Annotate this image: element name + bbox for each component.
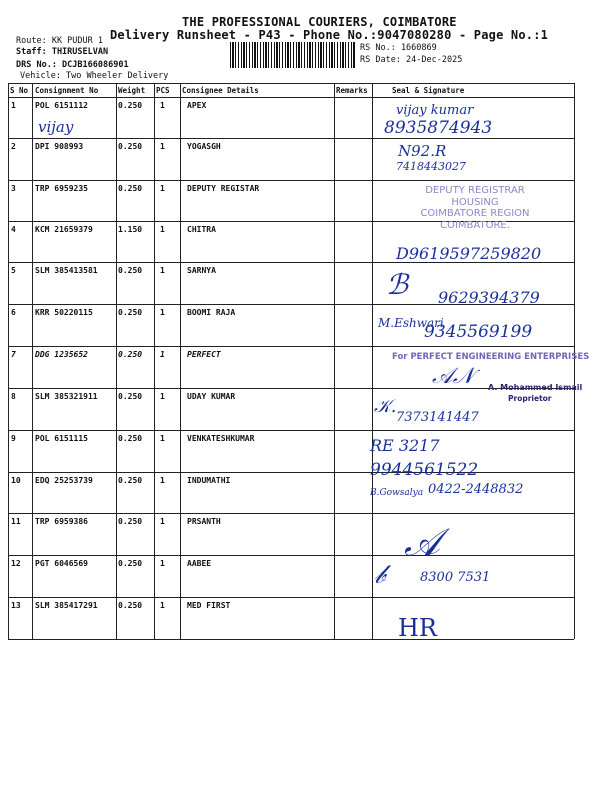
handwritten-name-row6: M.Eshwari xyxy=(378,316,444,330)
cell-consignment: SLM 385417291 xyxy=(35,601,98,610)
phone-row1: 8935874943 xyxy=(384,118,493,138)
col-header-remarks: Remarks xyxy=(336,86,368,95)
cell-weight: 0.250 xyxy=(118,184,143,193)
cell-pcs: 1 xyxy=(160,266,165,275)
cell-weight: 0.250 xyxy=(118,350,143,359)
cell-consignment: EDQ 25253739 xyxy=(35,476,93,485)
cell-sno: 9 xyxy=(11,434,16,443)
cell-consignee: APEX xyxy=(187,101,207,110)
col-header-sno: S No xyxy=(10,86,29,95)
signature-row7: 𝒜𝒩 xyxy=(432,364,474,389)
cell-pcs: 1 xyxy=(160,559,165,568)
cell-consignment: DPI 908993 xyxy=(35,142,84,151)
cell-consignment: SLM 385321911 xyxy=(35,392,98,401)
cell-pcs: 1 xyxy=(160,517,165,526)
cell-consignment: TRP 6959386 xyxy=(35,517,88,526)
phone-row5: 9629394379 xyxy=(438,288,540,307)
col-header-consignee: Consignee Details xyxy=(182,86,259,95)
cell-pcs: 1 xyxy=(160,142,165,151)
cell-weight: 1.150 xyxy=(118,225,143,234)
signature-row9: RE 3217 xyxy=(370,436,440,455)
cell-weight: 0.250 xyxy=(118,517,143,526)
cell-consignee: YOGASGH xyxy=(187,142,221,151)
phone-row6: 9345569199 xyxy=(424,322,533,342)
cell-consignee: PERFECT xyxy=(187,350,221,359)
cell-consignee: UDAY KUMAR xyxy=(187,392,236,401)
cell-pcs: 1 xyxy=(160,392,165,401)
cell-consignment: DDG 1235652 xyxy=(35,350,88,359)
cell-pcs: 1 xyxy=(160,308,165,317)
cell-sno: 11 xyxy=(11,517,21,526)
deputy-registrar-stamp: DEPUTY REGISTRAR HOUSING COIMBATORE REGION COIMBATORE. xyxy=(420,185,530,231)
cell-weight: 0.250 xyxy=(118,392,143,401)
cell-sno: 13 xyxy=(11,601,21,610)
cell-consignee: CHITRA xyxy=(187,225,216,234)
col-header-pcs: PCS xyxy=(156,86,170,95)
cell-consignment: TRP 6959235 xyxy=(35,184,88,193)
col-header-seal: Seal & Signature xyxy=(392,86,465,95)
cell-sno: 7 xyxy=(11,350,16,359)
cell-sno: 2 xyxy=(11,142,16,151)
cell-consignment: POL 6151115 xyxy=(35,434,88,443)
cell-pcs: 1 xyxy=(160,434,165,443)
runsheet-title: Delivery Runsheet - P43 - Phone No.:9047080280 - Page No.:1 xyxy=(110,28,549,42)
staff-label: Staff: THIRUSELVAN xyxy=(16,47,109,57)
signature-row5: ℬ xyxy=(386,268,409,301)
cell-consignee: VENKATESHKUMAR xyxy=(187,434,255,443)
cell-sno: 4 xyxy=(11,225,16,234)
cell-pcs: 1 xyxy=(160,476,165,485)
vehicle-label: Vehicle: Two Wheeler Delivery xyxy=(20,71,169,81)
signature-row1: vijay kumar xyxy=(396,103,474,118)
cell-consignee: INDUMATHI xyxy=(187,476,231,485)
phone-row2: 7418443027 xyxy=(396,160,466,173)
signature-row2: N92.R xyxy=(398,142,447,160)
proprietor-title: Proprietor xyxy=(508,394,552,403)
cell-consignee: MED FIRST xyxy=(187,601,231,610)
handwritten-name-row10: B.Gowsalya xyxy=(370,488,424,498)
cell-consignment: POL 6151112 xyxy=(35,101,88,110)
cell-consignee: BOOMI RAJA xyxy=(187,308,236,317)
cell-consignment: KRR 50220115 xyxy=(35,308,93,317)
handwritten-name-row1: vijay xyxy=(38,118,74,136)
proprietor-name: A. Mohammed Ismail xyxy=(488,383,583,392)
signature-row13: HR xyxy=(398,614,437,642)
cell-weight: 0.250 xyxy=(118,559,143,568)
col-header-weight: Weight xyxy=(118,86,146,95)
rs-date: RS Date: 24-Dec-2025 xyxy=(360,55,463,65)
cell-consignee: DEPUTY REGISTAR xyxy=(187,184,260,193)
cell-pcs: 1 xyxy=(160,350,165,359)
rs-number: RS No.: 1660869 xyxy=(360,43,437,53)
cell-sno: 10 xyxy=(11,476,21,485)
cell-consignee: PRSANTH xyxy=(187,517,221,526)
phone-row9: 9944561522 xyxy=(370,460,479,480)
cell-weight: 0.250 xyxy=(118,266,143,275)
cell-consignment: PGT 6046569 xyxy=(35,559,88,568)
phone-row4: D9619597259820 xyxy=(396,244,542,263)
cell-weight: 0.250 xyxy=(118,101,143,110)
signature-row11: 𝒜 xyxy=(404,520,440,564)
cell-consignment: SLM 385413581 xyxy=(35,266,98,275)
drs-number: DRS No.: DCJB166086901 xyxy=(16,60,129,70)
cell-sno: 3 xyxy=(11,184,16,193)
cell-pcs: 1 xyxy=(160,184,165,193)
phone-row10: 0422-2448832 xyxy=(428,482,524,497)
cell-sno: 8 xyxy=(11,392,16,401)
cell-pcs: 1 xyxy=(160,601,165,610)
cell-weight: 0.250 xyxy=(118,601,143,610)
cell-sno: 1 xyxy=(11,101,16,110)
signature-row12: 𝒷 xyxy=(374,560,386,590)
cell-sno: 6 xyxy=(11,308,16,317)
phone-row12: 8300 7531 xyxy=(420,570,491,585)
cell-consignee: AABEE xyxy=(187,559,212,568)
phone-row8: 7373141447 xyxy=(396,410,479,425)
col-header-consignment: Consignment No xyxy=(35,86,99,95)
cell-consignee: SARNYA xyxy=(187,266,216,275)
cell-weight: 0.250 xyxy=(118,308,143,317)
cell-pcs: 1 xyxy=(160,225,165,234)
route-label: Route: KK PUDUR 1 xyxy=(16,36,103,46)
signature-row8: 𝒦. xyxy=(374,396,397,417)
company-title: THE PROFESSIONAL COURIERS, COIMBATORE xyxy=(182,15,457,29)
cell-sno: 5 xyxy=(11,266,16,275)
cell-weight: 0.250 xyxy=(118,476,143,485)
cell-sno: 12 xyxy=(11,559,21,568)
perfect-engineering-stamp: For PERFECT ENGINEERING ENTERPRISES xyxy=(392,352,590,362)
cell-consignment: KCM 21659379 xyxy=(35,225,93,234)
cell-pcs: 1 xyxy=(160,101,165,110)
cell-weight: 0.250 xyxy=(118,434,143,443)
cell-weight: 0.250 xyxy=(118,142,143,151)
barcode xyxy=(230,42,356,68)
